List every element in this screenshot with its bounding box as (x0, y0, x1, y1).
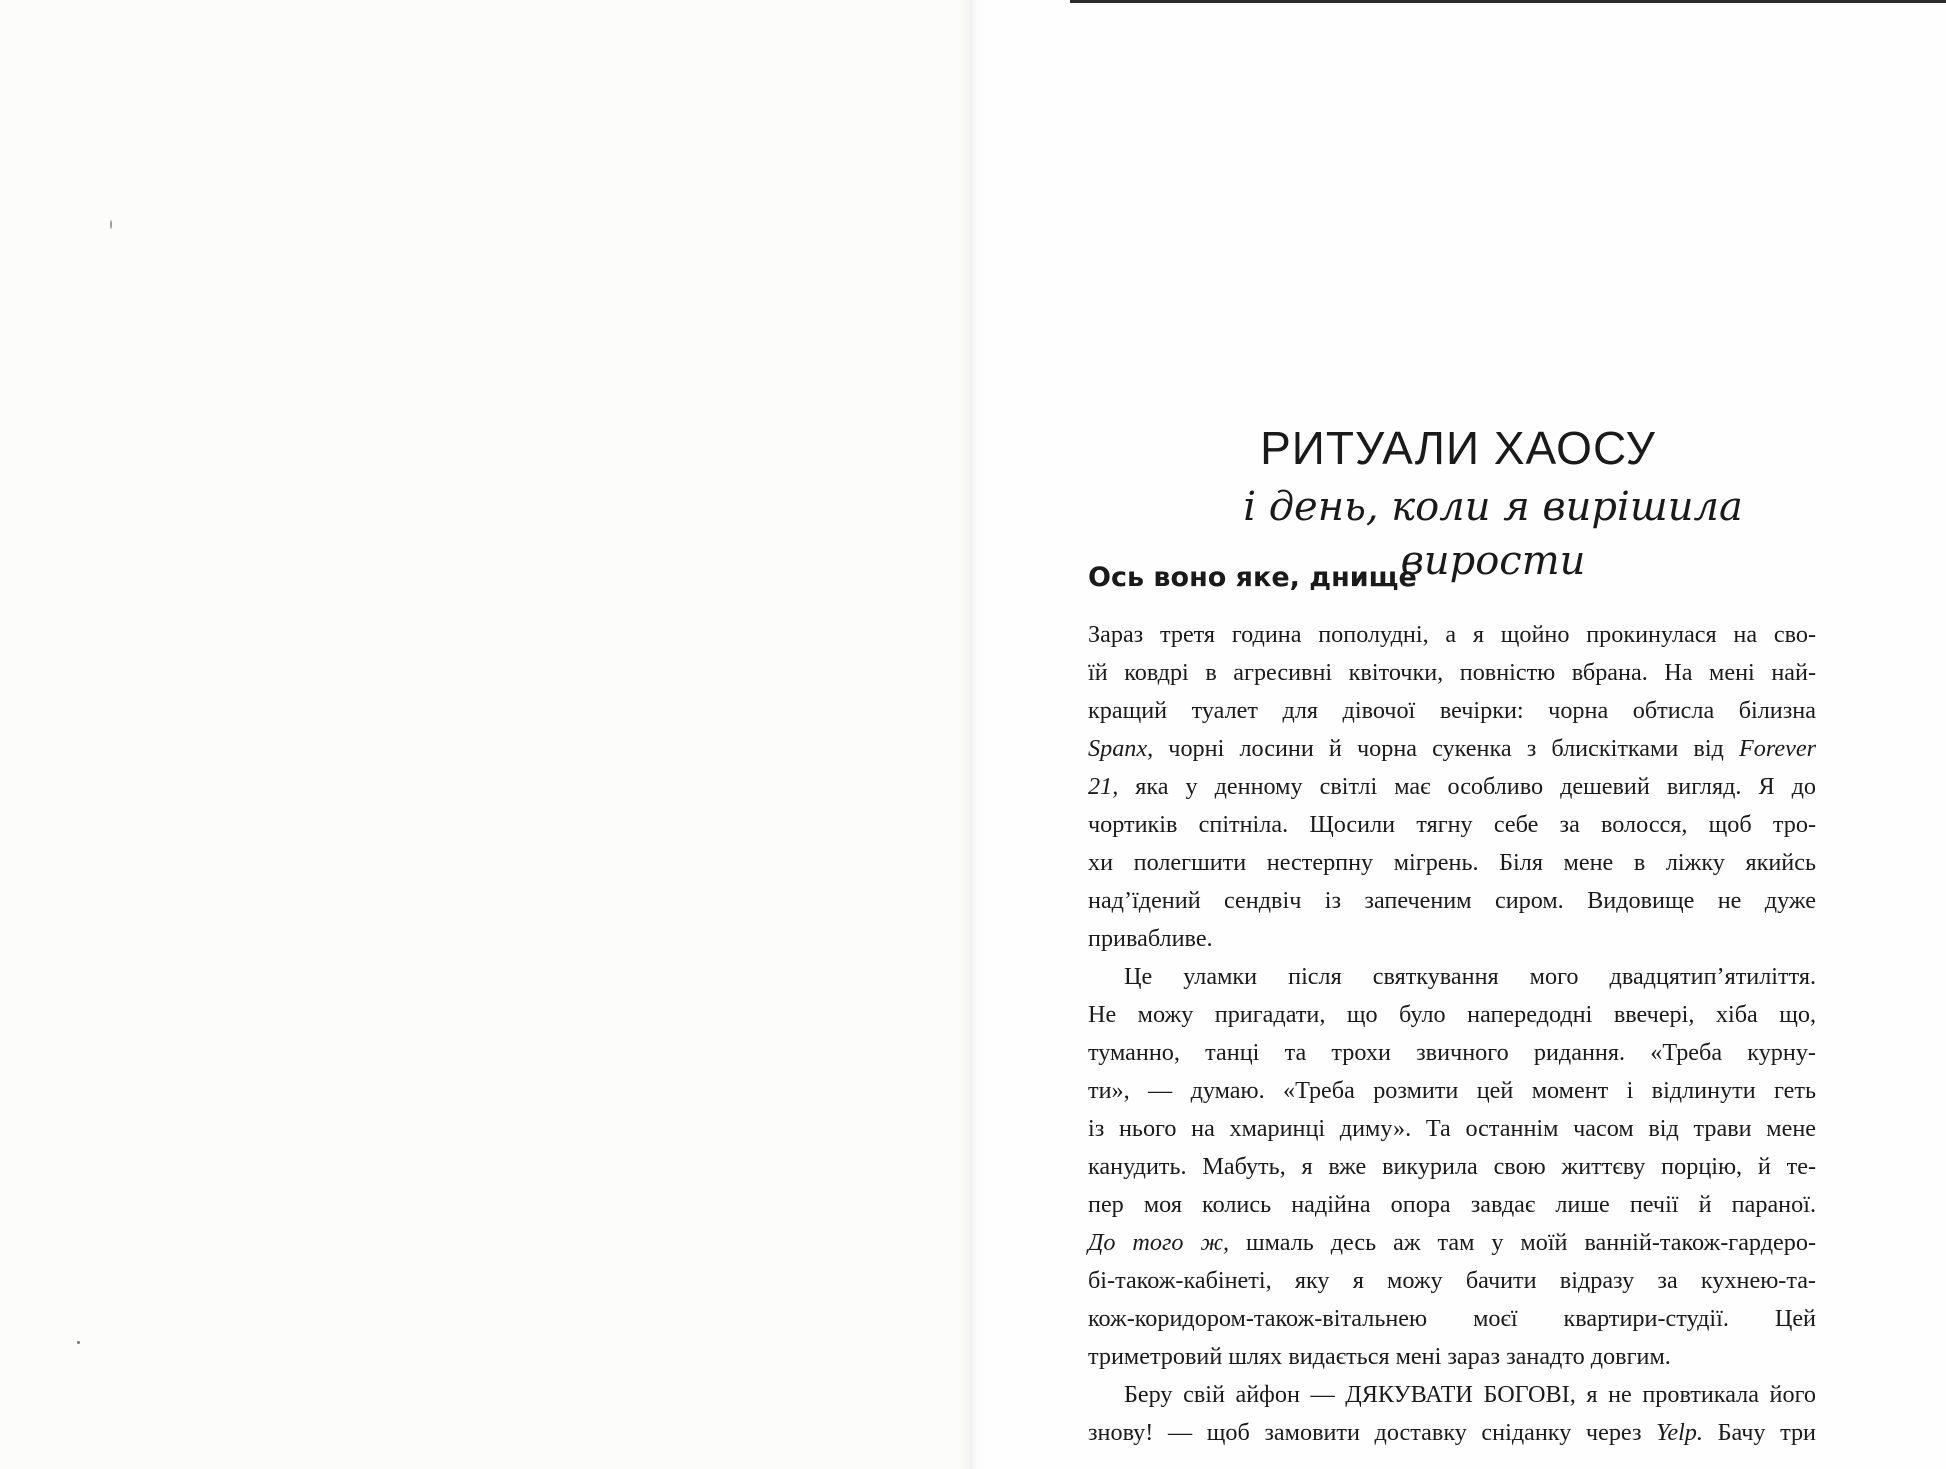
text-line: хи полегшити нестерпну мігрень. Біля мене в ліжку якийсь (1088, 849, 1816, 876)
text-line: Це уламки після святкування мого двадцятип’ятиліття. (1124, 963, 1816, 990)
text-line: із нього на хмаринці диму». Та останнім часом від трави мене (1088, 1115, 1816, 1142)
text-line: 21, яка у денному світлі має особливо дешевий вигляд. Я до (1088, 773, 1816, 800)
text-line: над’їдений сендвіч із запеченим сиром. Видовище не дуже (1088, 887, 1816, 914)
section-heading: Ось воно яке, днище (1088, 562, 1417, 593)
text-line: Spanx, чорні лосини й чорна сукенка з блискітками від Forever (1088, 735, 1816, 762)
text-line: Зараз третя година пополудні, а я щойно прокинулася на сво- (1088, 621, 1816, 648)
body-text (1088, 616, 1816, 1452)
text-line: Не можу пригадати, що було напередодні ввечері, хіба що, (1088, 1001, 1816, 1028)
book-gutter (958, 0, 986, 1469)
chapter-subtitle: і день, коли я вирішила вирости (1243, 484, 1743, 584)
text-line: бі-також-кабінеті, яку я можу бачити відразу за кухнею-та- (1088, 1267, 1816, 1294)
paper-speck (77, 1341, 80, 1344)
text-line: кращий туалет для дівочої вечірки: чорна обтисла білизна (1088, 697, 1816, 724)
text-line: їй ковдрі в агресивні квіточки, повністю вбрана. На мені най- (1088, 659, 1816, 686)
text-line: туманно, танці та трохи звичного ридання. «Треба курну- (1088, 1039, 1816, 1066)
text-line: кож-коридором-також-вітальнею моєї квартири-студії. Цей (1088, 1305, 1816, 1332)
paragraph (1088, 1376, 1816, 1452)
text-line: триметровий шлях видається мені зараз занадто довгим. (1088, 1343, 1671, 1370)
left-page (0, 0, 972, 1469)
text-line: пер моя колись надійна опора завдає лише печії й параної. (1088, 1191, 1816, 1218)
paragraph (1088, 616, 1816, 958)
text-line: канудить. Мабуть, я вже викурила свою життєву порцію, й те- (1088, 1153, 1816, 1180)
text-line: Беру свій айфон — ДЯКУВАТИ БОГОВІ, я не провтикала його (1124, 1381, 1816, 1408)
text-line: До того ж, шмаль десь аж там у моїй ванній-також-гардеро- (1088, 1229, 1816, 1256)
text-line: привабливе. (1088, 925, 1213, 952)
paper-speck (110, 220, 112, 229)
chapter-title: РИТУАЛИ ХАОСУ (1260, 422, 1656, 474)
paragraph (1088, 958, 1816, 1376)
text-line: чортиків спітніла. Щосили тягну себе за волосся, щоб тро- (1088, 811, 1816, 838)
page-top-edge (1070, 0, 1946, 3)
text-line: знову! — щоб замовити доставку сніданку через Yelp. Бачу три (1088, 1419, 1816, 1446)
text-line: ти», — думаю. «Треба розмити цей момент і відлинути геть (1088, 1077, 1816, 1104)
